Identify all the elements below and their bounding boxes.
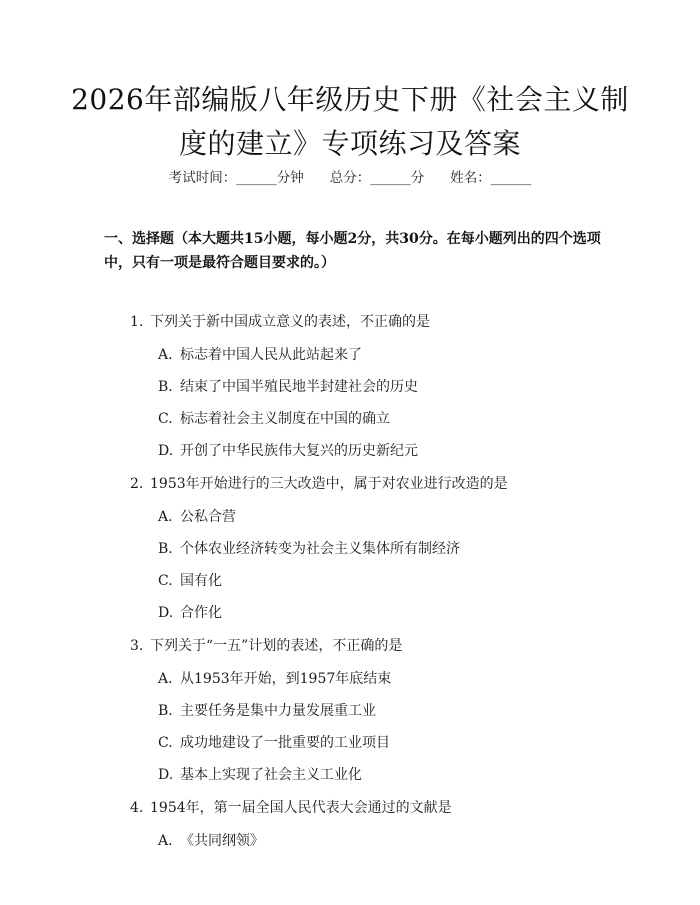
option-text: 标志着中国人民从此站起来了 — [180, 347, 362, 363]
option-letter: C. — [158, 411, 173, 427]
page-title — [60, 78, 640, 166]
option-letter: B. — [158, 541, 173, 557]
total-score-field: 总分：______分 — [329, 170, 425, 186]
exam-info-line — [0, 166, 700, 186]
question-3 — [130, 635, 402, 655]
option-letter: A. — [158, 347, 173, 363]
question-number: 3. — [130, 638, 144, 654]
option-letter: B. — [158, 379, 173, 395]
question-2-option-d — [158, 602, 222, 622]
section-heading-multiple-choice: 一、选择题（本大题共15小题，每小题2分，共30分。在每小题列出的四个选项中，只有一项是最符合题目要求的。） — [104, 231, 601, 271]
question-1-option-c — [158, 408, 390, 428]
question-3-option-a — [158, 668, 391, 688]
question-2-option-c — [158, 570, 222, 590]
option-letter: D. — [158, 605, 174, 621]
question-text: 1954年，第一届全国人民代表大会通过的文献是 — [150, 800, 452, 816]
question-text: 下列关于新中国成立意义的表述，不正确的是 — [150, 314, 430, 330]
option-letter: A. — [158, 833, 173, 849]
option-text: 从1953年开始，到1957年底结束 — [180, 671, 392, 687]
option-letter: B. — [158, 703, 173, 719]
question-1-option-b — [158, 376, 418, 396]
title-line-2: 度的建立》专项练习及答案 — [178, 127, 521, 160]
question-3-option-b — [158, 700, 376, 720]
question-3-option-c — [158, 732, 390, 752]
option-letter: D. — [158, 443, 174, 459]
title-line-1: 2026年部编版八年级历史下册《社会主义制 — [71, 83, 629, 116]
option-letter: A. — [158, 671, 173, 687]
option-text: 基本上实现了社会主义工业化 — [180, 767, 362, 783]
question-number: 4. — [130, 800, 144, 816]
option-text: 公私合营 — [180, 509, 236, 525]
option-text: 成功地建设了一批重要的工业项目 — [180, 735, 390, 751]
option-text: 开创了中华民族伟大复兴的历史新纪元 — [180, 443, 418, 459]
question-number: 2. — [130, 476, 144, 492]
question-2 — [130, 473, 508, 493]
question-text: 下列关于“一五”计划的表述，不正确的是 — [150, 638, 403, 654]
option-text: 合作化 — [180, 605, 222, 621]
question-2-option-a — [158, 506, 236, 526]
exam-time-field: 考试时间：______分钟 — [168, 170, 304, 186]
option-text: 国有化 — [180, 573, 222, 589]
option-letter: C. — [158, 735, 173, 751]
question-1-option-a — [158, 344, 362, 364]
option-text: 个体农业经济转变为社会主义集体所有制经济 — [180, 541, 460, 557]
question-1-option-d — [158, 440, 418, 460]
student-name-field: 姓名：______ — [450, 170, 532, 186]
question-number: 1. — [130, 314, 144, 330]
option-letter: C. — [158, 573, 173, 589]
option-text: 结束了中国半殖民地半封建社会的历史 — [180, 379, 418, 395]
question-1 — [130, 311, 430, 331]
option-text: 《共同纲领》 — [180, 833, 264, 849]
question-text: 1953年开始进行的三大改造中，属于对农业进行改造的是 — [150, 476, 508, 492]
question-4 — [130, 797, 452, 817]
option-text: 主要任务是集中力量发展重工业 — [180, 703, 376, 719]
question-4-option-a — [158, 830, 264, 850]
question-3-option-d — [158, 764, 362, 784]
option-letter: A. — [158, 509, 173, 525]
question-2-option-b — [158, 538, 460, 558]
option-letter: D. — [158, 767, 174, 783]
option-text: 标志着社会主义制度在中国的确立 — [180, 411, 390, 427]
